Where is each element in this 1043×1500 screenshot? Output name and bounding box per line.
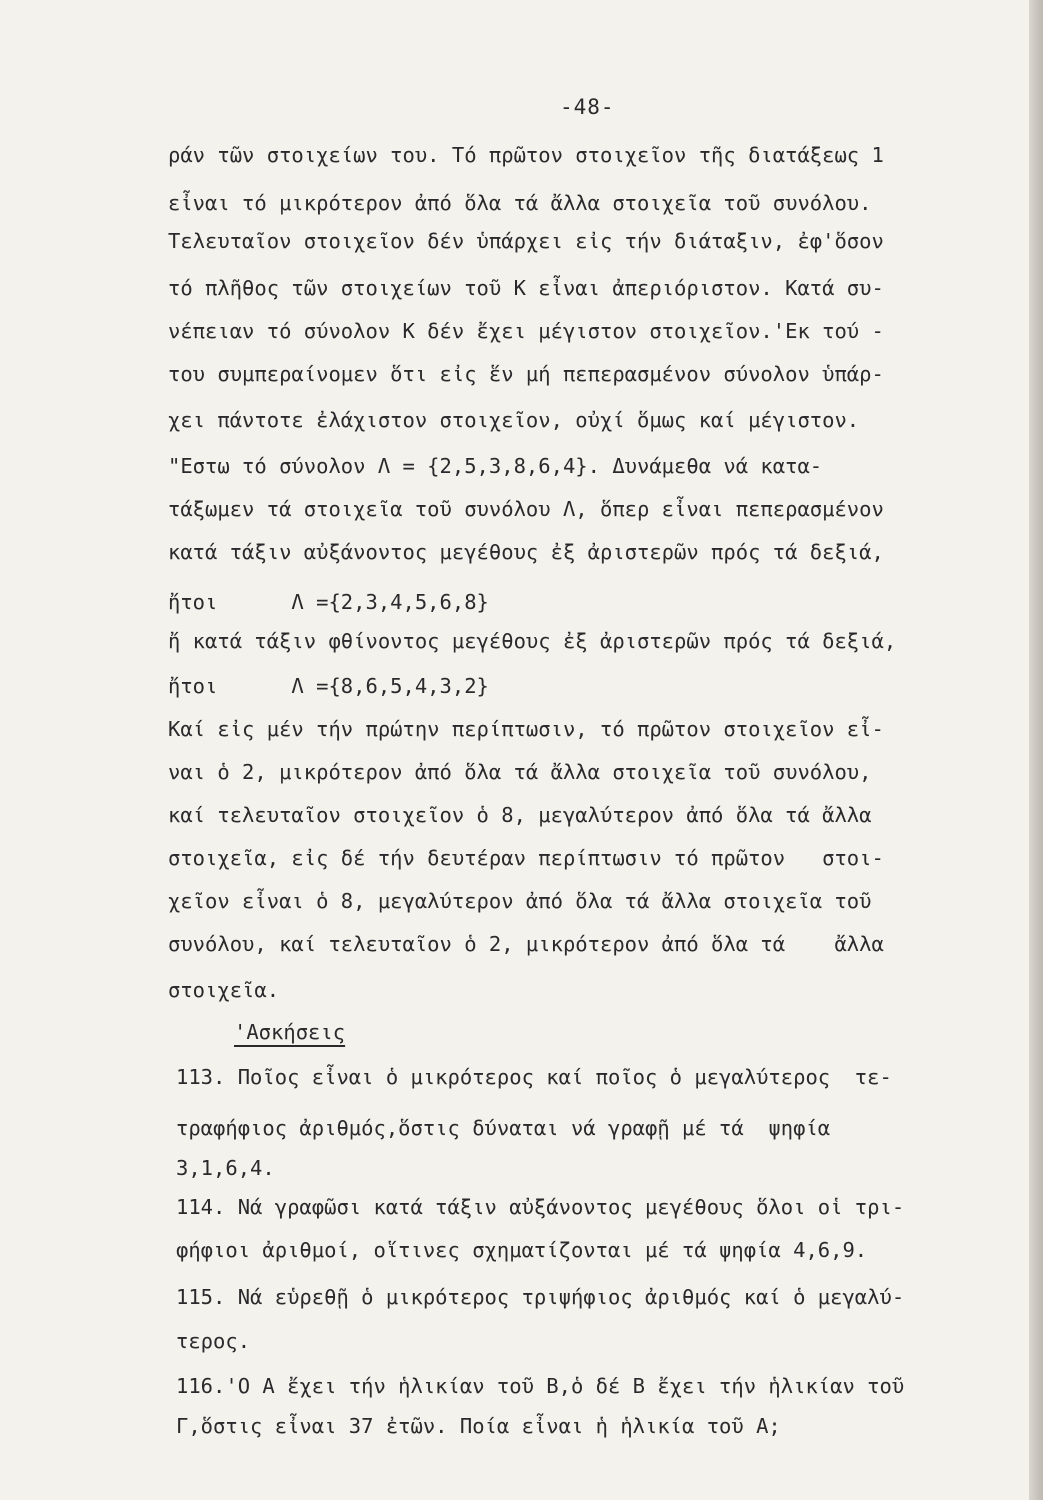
body-line: κατά τάξιν αὐξάνοντος μεγέθους ἐξ ἀριστερῶν πρός τά δεξιά, bbox=[168, 540, 884, 564]
body-line: ράν τῶν στοιχείων του. Τό πρῶτον στοιχεῖον τῆς διατάξεως 1 bbox=[168, 143, 884, 167]
exercise-line: τραφήφιος ἀριθμός,ὅστις δύναται νά γραφῇ μέ τά ψηφία bbox=[176, 1116, 831, 1140]
body-line: ἤ κατά τάξιν φθίνοντος μεγέθους ἐξ ἀριστερῶν πρός τά δεξιά, bbox=[168, 629, 897, 653]
body-line: στοιχεῖα, εἰς δέ τήν δευτέραν περίπτωσιν τό πρῶτον στοι- bbox=[168, 846, 884, 870]
body-line: τάξωμεν τά στοιχεῖα τοῦ συνόλου Λ, ὅπερ εἶναι πεπερασμένον bbox=[168, 497, 884, 521]
exercise-line: Γ,ὅστις εἶναι 37 ἐτῶν. Ποία εἶναι ἡ ἡλικία τοῦ Α; bbox=[176, 1414, 781, 1438]
body-line: ναι ὁ 2, μικρότερον ἀπό ὅλα τά ἄλλα στοιχεῖα τοῦ συνόλου, bbox=[168, 760, 872, 784]
exercise-line: 115. Νά εὑρεθῇ ὁ μικρότερος τριψήφιος ἀριθμός καί ὁ μεγαλύ- bbox=[176, 1285, 905, 1309]
body-line: του συμπεραίνομεν ὅτι εἰς ἕν μή πεπερασμένον σύνολον ὑπάρ- bbox=[168, 362, 884, 386]
body-line: συνόλου, καί τελευταῖον ὁ 2, μικρότερον ἀπό ὅλα τά ἄλλα bbox=[168, 932, 884, 956]
body-line: νέπειαν τό σύνολον Κ δέν ἔχει μέγιστον στοιχεῖον.'Εκ τού - bbox=[168, 319, 884, 343]
body-line: "Εστω τό σύνολον Λ = {2,5,3,8,6,4}. Δυνάμεθα νά κατα- bbox=[168, 454, 823, 478]
body-line: στοιχεῖα. bbox=[168, 978, 280, 1002]
exercise-line: 116.'Ο Α ἔχει τήν ἡλικίαν τοῦ Β,ὁ δέ Β ἔχει τήν ἡλικίαν τοῦ bbox=[176, 1374, 905, 1398]
body-line: ἤτοι Λ ={2,3,4,5,6,8} bbox=[168, 590, 489, 614]
page-edge-shadow bbox=[1029, 0, 1043, 1500]
exercise-line: τερος. bbox=[176, 1329, 251, 1353]
exercises-heading: 'Ασκήσεις bbox=[234, 1020, 346, 1044]
body-line: καί τελευταῖον στοιχεῖον ὁ 8, μεγαλύτερον ἀπό ὅλα τά ἄλλα bbox=[168, 803, 872, 827]
exercise-line: 3,1,6,4. bbox=[176, 1156, 275, 1180]
exercise-line: φήφιοι ἀριθμοί, οἵτινες σχηματίζονται μέ τά ψηφία 4,6,9. bbox=[176, 1238, 868, 1262]
body-line: χει πάντοτε ἐλάχιστον στοιχεῖον, οὐχί ὅμως καί μέγιστον. bbox=[168, 408, 860, 432]
body-line: χεῖον εἶναι ὁ 8, μεγαλύτερον ἀπό ὅλα τά ἄλλα στοιχεῖα τοῦ bbox=[168, 889, 872, 913]
body-line: Καί εἰς μέν τήν πρώτην περίπτωσιν, τό πρῶτον στοιχεῖον εἶ- bbox=[168, 717, 884, 741]
exercise-line: 113. Ποῖος εἶναι ὁ μικρότερος καί ποῖος ὁ μεγαλύτερος τε- bbox=[176, 1065, 892, 1089]
body-line: τό πλῆθος τῶν στοιχείων τοῦ Κ εἶναι ἀπεριόριστον. Κατά συ- bbox=[168, 276, 884, 300]
page-number: -48- bbox=[560, 95, 615, 119]
body-line: ἤτοι Λ ={8,6,5,4,3,2} bbox=[168, 674, 489, 698]
exercise-line: 114. Νά γραφῶσι κατά τάξιν αὐξάνοντος μεγέθους ὅλοι οἱ τρι- bbox=[176, 1195, 905, 1219]
body-line: εἶναι τό μικρότερον ἀπό ὅλα τά ἄλλα στοιχεῖα τοῦ συνόλου. bbox=[168, 191, 872, 215]
body-line: Τελευταῖον στοιχεῖον δέν ὑπάρχει εἰς τήν διάταξιν, ἐφ'ὅσον bbox=[168, 229, 884, 253]
